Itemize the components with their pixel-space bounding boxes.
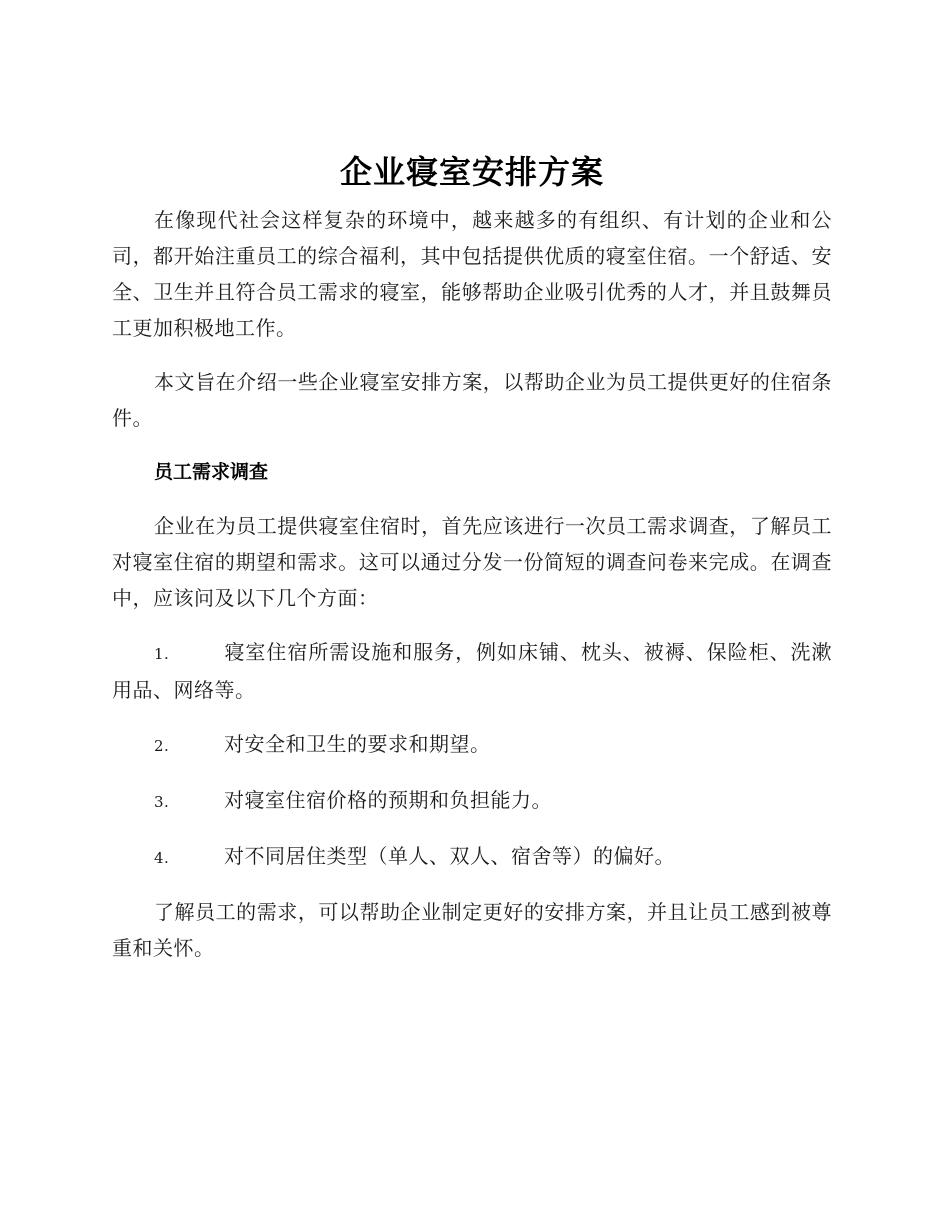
list-item-number: 1. bbox=[154, 645, 170, 663]
section-paragraph: 企业在为员工提供寝室住宿时，首先应该进行一次员工需求调查，了解员工对寝室住宿的期望和需求。这可以通过分发一份简短的调查问卷来完成。在调查中，应该问及以下几个方面： bbox=[112, 514, 832, 610]
list-item bbox=[112, 838, 832, 876]
closing-paragraph: 了解员工的需求，可以帮助企业制定更好的安排方案，并且让员工感到被尊重和关怀。 bbox=[112, 900, 832, 960]
list-item-text: 寝室住宿所需设施和服务，例如床铺、枕头、被褥、保险柜、洗漱用品、网络等。 bbox=[112, 640, 832, 702]
list-item bbox=[112, 634, 832, 708]
document-title: 企业寝室安排方案 bbox=[339, 153, 604, 191]
list-item bbox=[112, 726, 832, 764]
intro-paragraph-1: 在像现代社会这样复杂的环境中，越来越多的有组织、有计划的企业和公司，都开始注重员工的综合福利，其中包括提供优质的寝室住宿。一个舒适、安全、卫生并且符合员工需求的寝室，能够帮助企业吸引优秀的人才，并且鼓舞员工更加积极地工作。 bbox=[112, 208, 832, 340]
list-item-text: 对不同居住类型（单人、双人、宿舍等）的偏好。 bbox=[224, 844, 675, 868]
spacer bbox=[112, 616, 832, 634]
list-item-text: 对安全和卫生的要求和期望。 bbox=[224, 732, 491, 756]
spacer bbox=[112, 820, 832, 838]
spacer bbox=[112, 346, 832, 364]
list-item-text: 对寝室住宿价格的预期和负担能力。 bbox=[224, 788, 552, 812]
section-heading: 员工需求调查 bbox=[154, 461, 269, 483]
spacer bbox=[112, 490, 832, 508]
list-item-number: 4. bbox=[154, 849, 170, 867]
spacer bbox=[112, 764, 832, 782]
list-item-number: 2. bbox=[154, 737, 170, 755]
spacer bbox=[112, 436, 832, 454]
intro-paragraph-2: 本文旨在介绍一些企业寝室安排方案，以帮助企业为员工提供更好的住宿条件。 bbox=[112, 370, 832, 430]
list-item-number: 3. bbox=[154, 793, 170, 811]
spacer bbox=[112, 876, 832, 894]
list-item bbox=[112, 782, 832, 820]
document-page bbox=[112, 148, 832, 966]
spacer bbox=[112, 708, 832, 726]
